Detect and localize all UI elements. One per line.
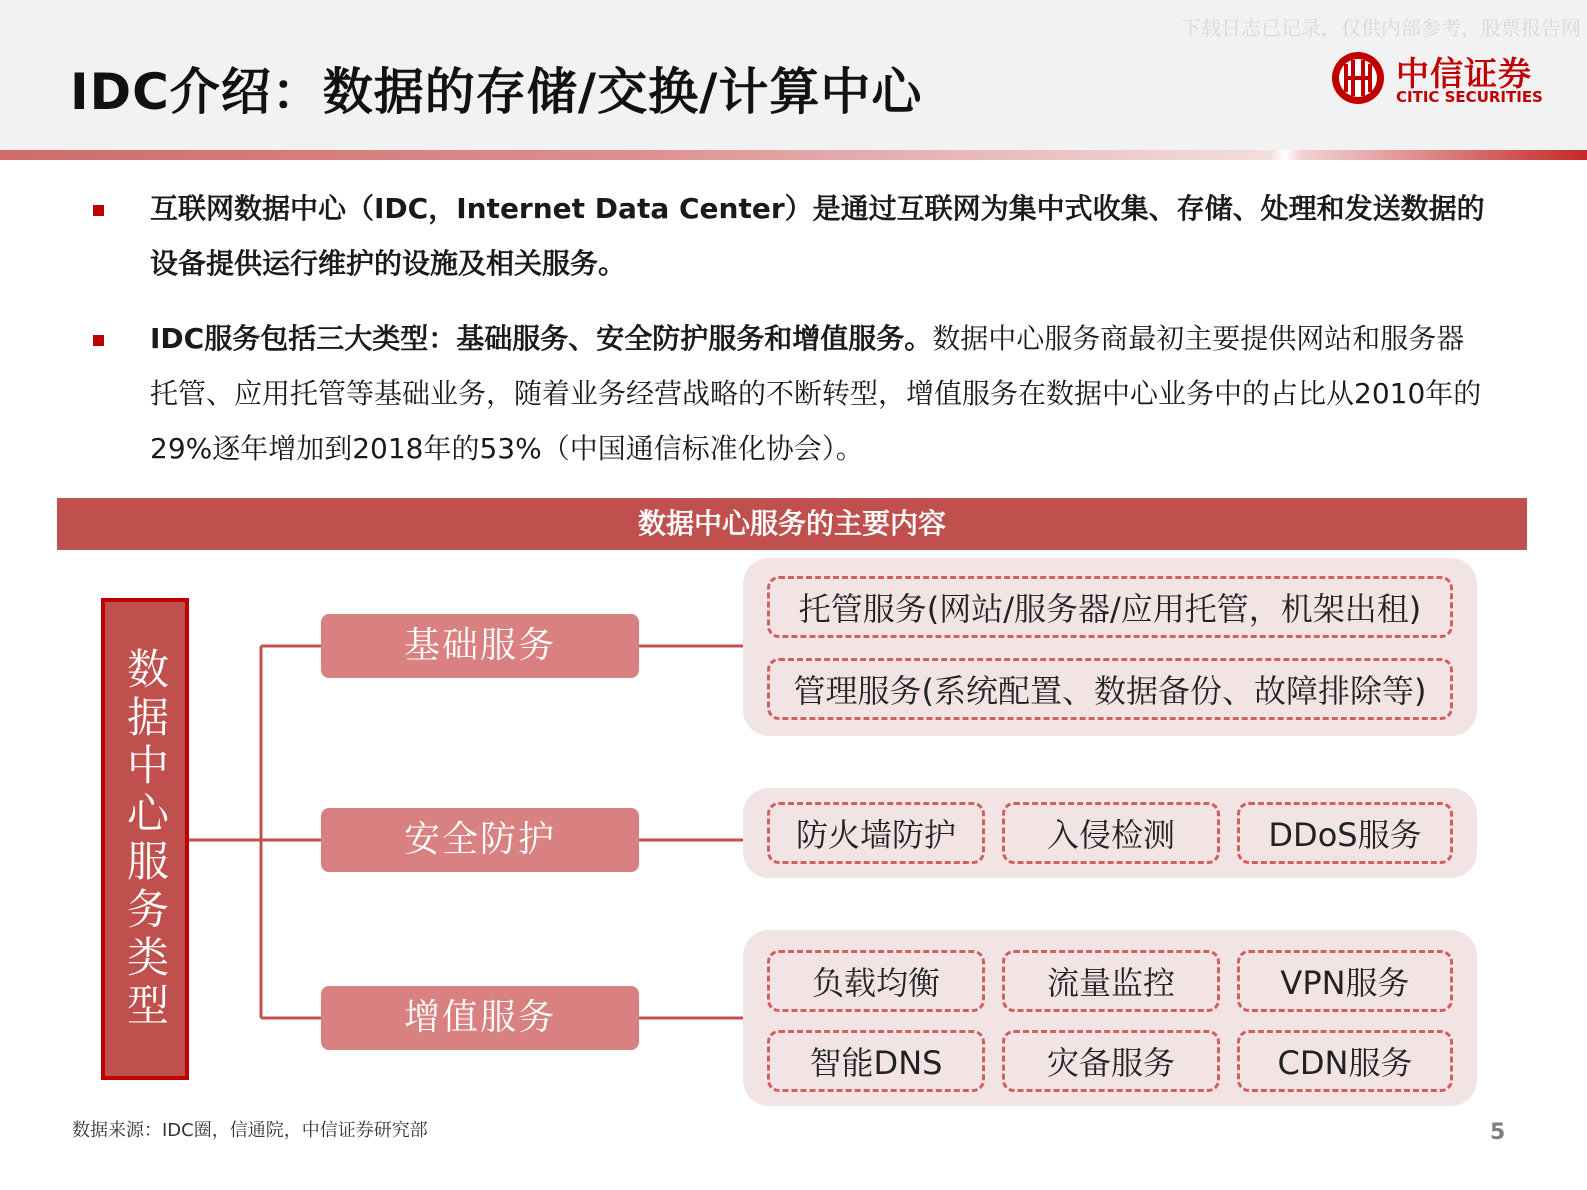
page-title: IDC介绍：数据的存储/交换/计算中心 <box>70 63 923 121</box>
service-item: 灾备服务 <box>1002 1030 1220 1092</box>
bullet-1-bold: 互联网数据中心（IDC，Internet Data Center）是通过互联网为集中式收集、存储、处理和发送数据的设备提供运行维护的设施及相关服务。 <box>150 192 1485 280</box>
bullet-2-normal: 数据中心服务商最初主要提供网站和服务器托管、应用托管等基础业务，随着业务经营战略的不断转型，增值服务在数据中心业务中的占比从2010年的29%逐年增加到2018年的53%（中国通信标准化协会）。 <box>150 322 1482 465</box>
data-source: 数据来源：IDC圈，信通院，中信证券研究部 <box>72 1120 428 1141</box>
service-item: 托管服务(网站/服务器/应用托管，机架出租) <box>767 576 1453 638</box>
root-label: 数据中心服务类型 <box>121 647 170 1031</box>
category-basic-services: 基础服务 <box>321 614 639 678</box>
bullet-2-bold: IDC服务包括三大类型：基础服务、安全防护服务和增值服务。 <box>150 322 933 355</box>
diagram-banner: 数据中心服务的主要内容 <box>57 498 1527 550</box>
security-panel <box>743 788 1477 878</box>
service-item: 防火墙防护 <box>767 802 985 864</box>
category-value-added: 增值服务 <box>321 986 639 1050</box>
basic-services-panel <box>743 558 1477 736</box>
service-item: DDoS服务 <box>1237 802 1453 864</box>
value-added-panel <box>743 930 1477 1106</box>
service-item: 管理服务(系统配置、数据备份、故障排除等) <box>767 658 1453 720</box>
watermark-text: 下载日志已记录，仅供内部参考，股票报告网 <box>1181 16 1581 40</box>
service-item: 流量监控 <box>1002 950 1220 1012</box>
logo-chinese-text: 中信证券 <box>1396 54 1532 93</box>
service-item: CDN服务 <box>1237 1030 1453 1092</box>
category-security: 安全防护 <box>321 808 639 872</box>
service-item: 入侵检测 <box>1002 802 1220 864</box>
service-item: 智能DNS <box>767 1030 985 1092</box>
service-item: 负载均衡 <box>767 950 985 1012</box>
service-item: VPN服务 <box>1237 950 1453 1012</box>
page-number: 5 <box>1490 1120 1506 1145</box>
logo-english-text: CITIC SECURITIES <box>1396 88 1543 106</box>
